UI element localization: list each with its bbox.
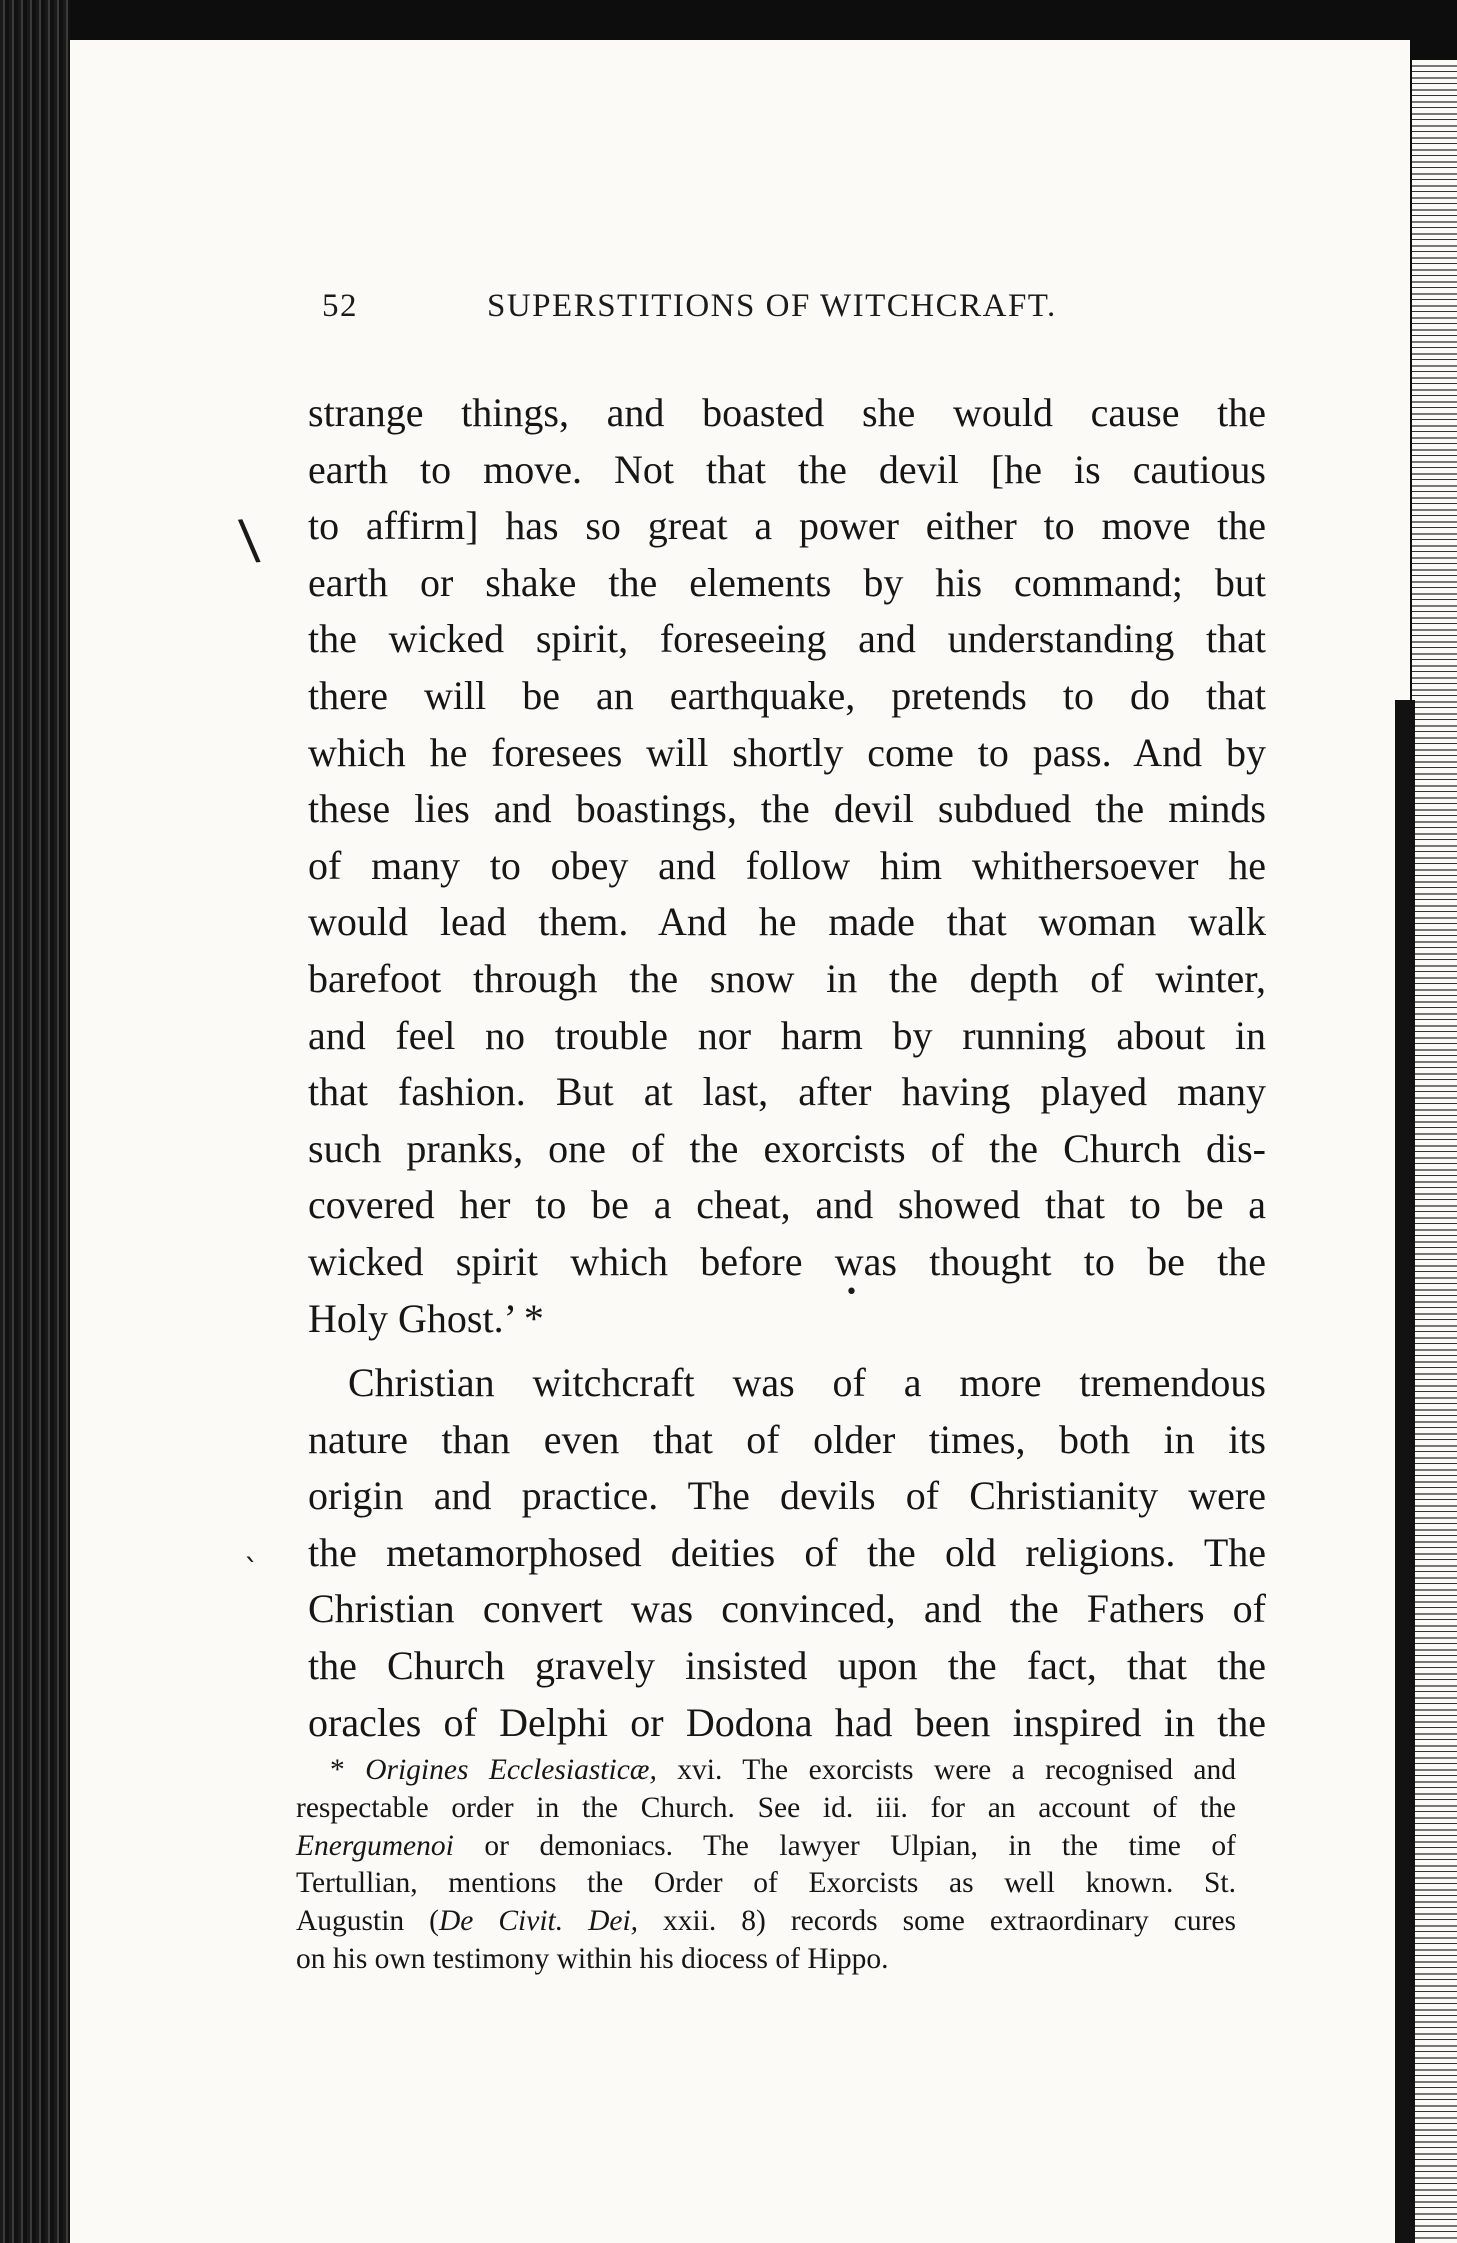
footnote-marker: * <box>330 1754 366 1786</box>
footnote-line: on his own testimony within his diocess of Hippo. <box>296 1942 889 1975</box>
text-line: would lead them. And he made that woman walk <box>308 899 1266 945</box>
text-line: the metamorphosed deities of the old religions. The <box>308 1529 1266 1575</box>
text-line: of many to obey and follow him whithersoever he <box>308 842 1266 888</box>
body-text <box>308 385 1266 1751</box>
text-line: Christian convert was convinced, and the Fathers of <box>308 1586 1266 1632</box>
footnote-text: xvi. The exorcists were a recognised and <box>656 1754 1237 1786</box>
text-line: barefoot through the snow in the depth of winter, <box>308 955 1266 1001</box>
footnote-term: Energumenoi <box>296 1829 454 1862</box>
text-line: earth or shake the elements by his command; but <box>308 559 1266 605</box>
text-line: covered her to be a cheat, and showed that to be a <box>308 1182 1266 1228</box>
text-line: there will be an earthquake, pretends to do that <box>308 672 1266 718</box>
text-line: Holy Ghost.’ * <box>308 1295 544 1341</box>
footnote <box>296 1752 1236 1979</box>
text-line: strange things, and boasted she would cause the <box>308 390 1266 435</box>
margin-tick-mark: ˎ <box>244 1528 259 1563</box>
page-right-shadow <box>1395 700 1415 2243</box>
scan-top-border <box>0 0 1457 40</box>
footnote-line <box>296 1828 1236 1866</box>
text-line: wicked spirit which before was thought to be the <box>308 1238 1266 1284</box>
page-number: 52 <box>322 288 358 324</box>
book-binding-edge <box>0 0 70 2243</box>
text-line: the wicked spirit, foreseeing and understanding that <box>308 616 1266 662</box>
page-right-edge <box>1412 60 1457 2243</box>
text-line: these lies and boastings, the devil subdued the minds <box>308 786 1266 832</box>
footnote-line <box>296 1752 1236 1790</box>
text-line: Christian witchcraft was of a more tremendous <box>348 1360 1266 1406</box>
ink-speck: • <box>845 1280 858 1305</box>
text-line: earth to move. Not that the devil [he is cautious <box>308 446 1266 492</box>
text-line: which he foresees will shortly come to pass. And by <box>308 729 1266 775</box>
footnote-text: Augustin ( <box>296 1905 439 1938</box>
text-line: to affirm] has so great a power either to move the <box>308 503 1266 549</box>
footnote-line: respectable order in the Church. See id. iii. for an account of the <box>296 1791 1236 1824</box>
footnote-line: Tertullian, mentions the Order of Exorcists as well known. St. <box>296 1867 1236 1900</box>
footnote-citation: De Civit. Dei, <box>438 1905 639 1938</box>
running-title: SUPERSTITIONS OF WITCHCRAFT. <box>487 288 1057 324</box>
text-line: that fashion. But at last, after having played many <box>308 1069 1266 1115</box>
footnote-citation: Origines Ecclesiasticæ, <box>365 1754 657 1786</box>
text-line: and feel no trouble nor harm by running about in <box>308 1012 1266 1058</box>
text-line: such pranks, one of the exorcists of the Church dis- <box>308 1125 1266 1171</box>
text-line: nature than even that of older times, both in its <box>308 1416 1266 1462</box>
text-line: oracles of Delphi or Dodona had been inspired in the <box>308 1699 1266 1745</box>
footnote-text: xxii. 8) records some extraordinary cures <box>638 1905 1236 1938</box>
text-line: origin and practice. The devils of Christianity were <box>308 1473 1266 1519</box>
footnote-text: or demoniacs. The lawyer Ulpian, in the time of <box>453 1829 1236 1862</box>
text-line: the Church gravely insisted upon the fact, that the <box>308 1643 1266 1689</box>
margin-pencil-mark: \ <box>236 507 262 572</box>
footnote-line <box>296 1903 1236 1941</box>
